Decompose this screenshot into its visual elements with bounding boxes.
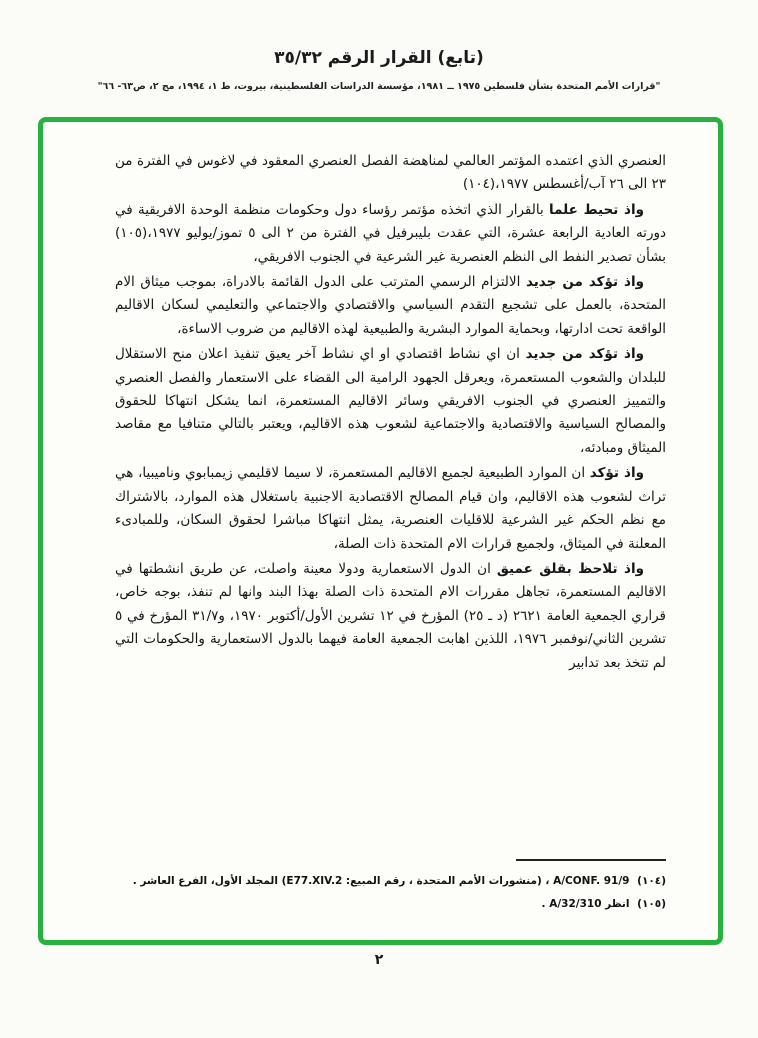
paragraph-lead: واذ تلاحظ بقلق عميق [496, 560, 644, 577]
footnote-text: انظر A/32/310 . [541, 898, 630, 910]
footnote-separator [516, 859, 666, 861]
paragraph [115, 271, 666, 341]
paragraph [115, 462, 666, 556]
paragraph-lead: واذ تؤكد من جديد [525, 346, 644, 363]
paragraph [115, 558, 666, 675]
paragraph [115, 199, 666, 269]
paragraph-text: بالقرار الذي اتخذه مؤتمر رؤساء دول وحكومات منظمة الوحدة الافريقية في دورته العادية الرابعة عشرة، التي عقدت بليبرفيل في الفترة من ٢ الى ٥ تموز/يوليو ١٩٧٧،(١٠٥) بشأن تصدير النفط الى النظم العنصرية غير الشرعية في الجنوب الافريقي، [115, 201, 666, 265]
footnote-marker: (١٠٤) [637, 875, 666, 887]
page-number: ٢ [374, 952, 384, 968]
footnote-marker: (١٠٥) [637, 898, 666, 910]
paragraph-text: الالتزام الرسمي المترتب على الدول القائمة بالادراة، بموجب ميثاق الام المتحدة، بالعمل على تشجيع التقدم السياسي والاقتصادي والاجتماعي والتعليمي لسكان الاقاليم الواقعة تحت ادارتها، وبحماية الموارد البشرية والطبيعية لهذه الاقاليم من ضروب الاساءة، [115, 274, 666, 337]
paragraph-lead: واذ تؤكد من جديد [525, 274, 644, 291]
paragraph-text: ان الموارد الطبيعية لجميع الاقاليم المستعمرة، لا سيما لاقليمي زيمبابوي وناميبيا، هي تراث لشعوب هذه الاقاليم، وان قيام المصالح الاقتصادية الاجنبية باستغلال هذه الموارد، بالاشتراك مع نظم الحكم غير الشرعية للاقليات العنصرية، يمثل انتهاكا مباشرا لحقوق السكان، وللمبادىء المعلنة في الميثاق، ولجميع قرارات الام المتحدة ذات الصلة، [115, 465, 666, 552]
footnote-text: A/CONF. 91/9 ، (منشورات الأمم المتحدة ، رقم المبيع: E77.XIV.2) المجلد الأول، الفرع العاشر . [132, 875, 630, 887]
footnote [115, 870, 666, 893]
paragraph [115, 150, 666, 197]
paragraph-lead: واذ تحيط علما [549, 201, 645, 218]
footnote [115, 893, 666, 916]
source-citation: "قرارات الأمم المتحدة بشأن فلسطين ١٩٧٥ ــ ١٩٨١، مؤسسة الدراسات الفلسطينية، بيروت، ط ١، ١٩٩٤، مج ٢، ص٦٣- ٦٦" [97, 81, 661, 92]
paragraph-text: العنصري الذي اعتمده المؤتمر العالمي لمناهضة الفصل العنصري المعقود في لاغوس في الفترة من ٢٣ الى ٢٦ آب/أغسطس ١٩٧٧،(١٠٤) [115, 153, 666, 193]
footnotes-section [115, 859, 666, 916]
paragraph-lead: واذ تؤكد [589, 465, 644, 482]
green-border-frame [38, 117, 723, 945]
resolution-title: (تابع) القرار الرقم ٣٥/٣٢ [274, 48, 484, 68]
paragraph-text: ان اي نشاط اقتصادي او اي نشاط آخر يعيق تنفيذ اعلان منح الاستقلال للبلدان والشعوب المستعمرة، ويعرقل الجهود الرامية الى القضاء على الاستعمار والفصل العنصري والتمييز العنصري في الجنوب الافريقي وسائر الاقاليم المستعمرة، انما يشكل انتهاكا للحقوق والمصالح السياسية والاقتصادية والاجتماعية لشعوب هذه الاقاليم، ويعتبر بالتالي متنافيا مع مقاصد الميثاق ومبادئه، [115, 346, 666, 456]
document-header [0, 48, 758, 92]
paragraph-text: ان الدول الاستعمارية ودولا معينة واصلت، عن طريق انشطتها في الاقاليم المستعمرة، تجاهل مقررات الام المتحدة ذات الصلة بهذا البند وانها لم تنفذ، بوجه خاص، قراري الجمعية العامة ٢٦٢١ (د ـ ٢٥) المؤرخ في ١٢ تشرين الأول/أكتوبر ١٩٧٠، و٣١/٧ المؤرخ في ٥ تشرين الثاني/نوفمبر ١٩٧٦، اللذين اهابت الجمعية العامة فيهما بالدول الاستعمارية والحكومات التي لم تتخذ بعد تدابير [115, 560, 666, 671]
body-text [115, 150, 666, 677]
paragraph [115, 343, 666, 460]
